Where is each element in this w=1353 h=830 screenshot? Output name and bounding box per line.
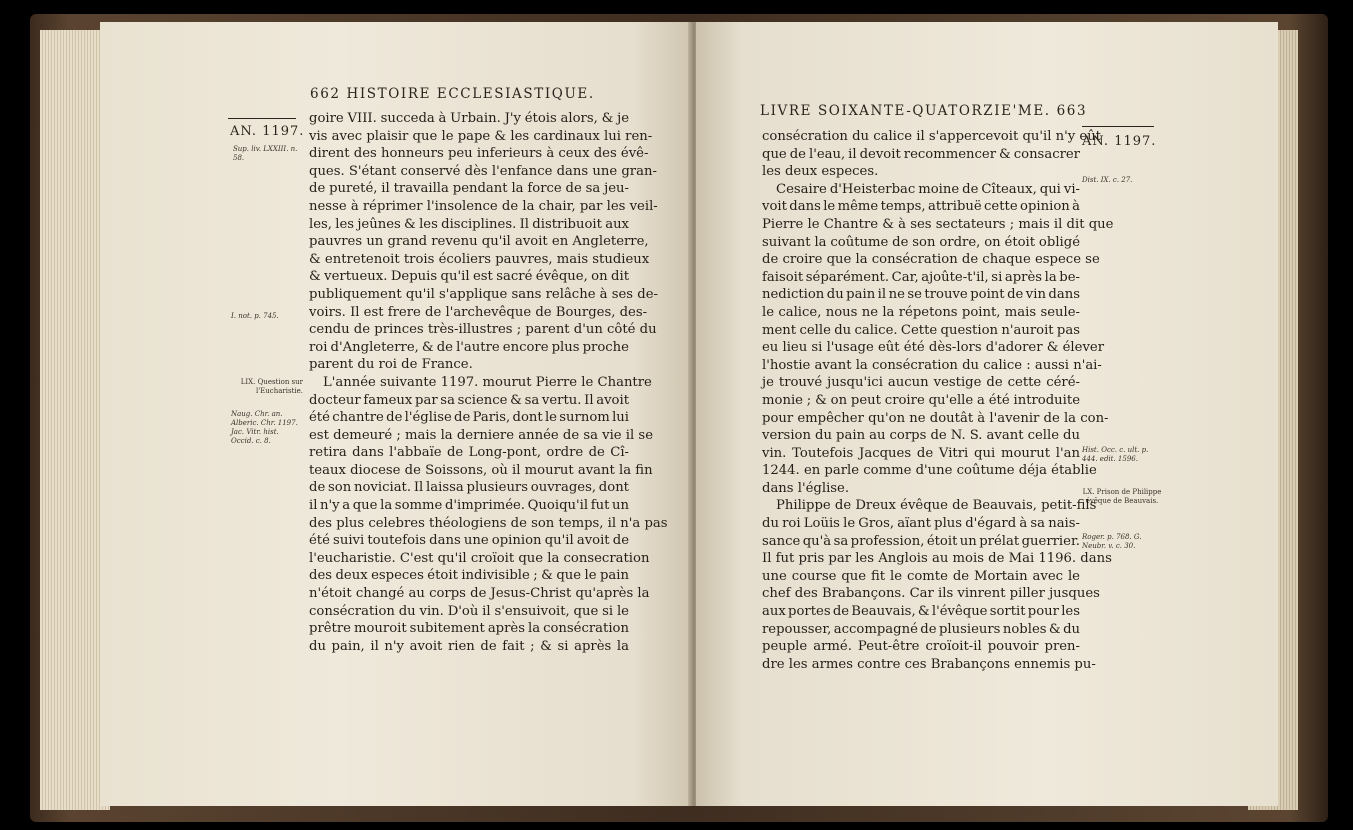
text-line: les deux especes.	[762, 164, 879, 180]
text-line: du pain, il n'y avoit rien de fait ; & si après la	[309, 638, 629, 654]
text-line: peuple armé. Peut-être croïoit-il pouvoir pren-	[762, 639, 1080, 655]
text-line: de croire que la consécration de chaque espece se	[762, 252, 1100, 268]
left-margin-note-3: LIX. Question sur l'Eucharistie.	[240, 378, 303, 395]
text-line: vin. Toutefois Jacques de Vitri qui mourut l'an	[762, 445, 1080, 461]
text-line: été suivi toutefois dans une opinion qu'il avoit de	[309, 533, 629, 549]
text-line: Pierre le Chantre & à ses sectateurs ; mais il dit que	[762, 216, 1114, 232]
left-year-note: AN. 1197.	[230, 124, 305, 139]
text-line: dirent des honneurs peu inferieurs à ceux des évê-	[309, 146, 649, 162]
text-line: & vertueux. Depuis qu'il est sacré évêque, on dit	[309, 269, 629, 285]
right-margin-note-1: Dist. IX. c. 27.	[1082, 176, 1133, 184]
text-line: roi d'Angleterre, & de l'autre encore plus proche	[309, 339, 629, 355]
right-margin-note-3: LX. Prison de Philippe évêque de Beauvais.	[1082, 488, 1162, 505]
text-line: cendu de princes très-illustres ; parent d'un côté du	[309, 322, 657, 338]
text-line: publiquement qu'il s'applique sans relâche à ses de-	[309, 286, 658, 302]
text-line: version du pain au corps de N. S. avant celle du	[762, 428, 1080, 444]
text-line: pour empêcher qu'on ne doutât à l'avenir de la con-	[762, 410, 1109, 426]
left-margin-note-2: I. not. p. 745.	[231, 312, 279, 320]
right-running-head: LIVRE SOIXANTE-QUATORZIE'ME. 663	[760, 103, 1088, 119]
text-line: ment celle du calice. Cette question n'auroit pas	[762, 322, 1080, 338]
text-line: goire VIII. succeda à Urbain. J'y étois alors, & je	[309, 111, 629, 126]
text-line: sance qu'à sa profession, étoit un prélat guerrier.	[762, 533, 1080, 549]
text-line: n'étoit changé au corps de Jesus-Christ qu'après la	[309, 586, 650, 602]
text-line: dre les armes contre ces Brabançons ennemis pu-	[762, 656, 1096, 672]
text-line: Cesaire d'Heisterbac moine de Cîteaux, qui vi-	[776, 181, 1080, 197]
text-line: docteur fameux par sa science & sa vertu. Il avoit	[309, 392, 629, 408]
text-line: & entretenoit trois écoliers pauvres, mais studieux	[309, 251, 650, 267]
text-line: que de l'eau, il devoit recommencer & consacrer	[762, 146, 1080, 162]
text-line: eu lieu si l'usage eût été dès-lors d'adorer & élever	[762, 340, 1105, 356]
text-line: Philippe de Dreux évêque de Beauvais, petit-fils	[776, 498, 1097, 514]
text-line: monie ; & on peut croire qu'elle a été introduite	[762, 392, 1080, 408]
text-line: les, les jeûnes & les disciplines. Il distribuoit aux	[309, 216, 629, 232]
text-line: parent du roi de France.	[309, 357, 473, 373]
text-line: repousser, accompagné de plusieurs nobles & du	[762, 621, 1080, 637]
text-line: nesse à réprimer l'insolence de la chair, par les veil-	[309, 198, 658, 214]
right-year-note: AN. 1197.	[1082, 134, 1157, 149]
text-line: le calice, nous ne la répetons point, mais seule-	[762, 304, 1080, 320]
text-line: été chantre de l'église de Paris, dont le surnom lui	[309, 410, 629, 426]
text-line: aux portes de Beauvais, & l'évêque sortit pour les	[762, 604, 1080, 620]
text-line: voit dans le même temps, attribuë cette opinion à	[762, 199, 1080, 215]
text-line: des plus celebres théologiens de son temps, il n'a pas	[309, 515, 668, 531]
text-line: faisoit séparément. Car, ajoûte-t'il, si après la be-	[762, 269, 1080, 285]
left-year-rule	[228, 118, 296, 119]
right-margin-note-2: Hist. Occ. c. ult. p. 444. edit. 1596.	[1082, 446, 1149, 463]
left-body-text	[309, 110, 668, 655]
text-line: 1244. en parle comme d'une coûtume déja établie	[762, 463, 1097, 479]
text-line: teaux diocese de Soissons, où il mourut avant la fin	[309, 462, 653, 478]
text-line: retira dans l'abbaïe de Long-pont, ordre de Cî-	[309, 445, 629, 461]
text-line: prêtre mouroit subitement après la consécration	[309, 621, 629, 637]
text-line: L'année suivante 1197. mourut Pierre le Chantre	[323, 374, 652, 390]
text-line: l'eucharistie. C'est qu'il croïoit que la consecration	[309, 550, 650, 566]
right-year-rule	[1082, 126, 1154, 127]
text-line: Il fut pris par les Anglois au mois de Mai 1196. dans	[762, 551, 1112, 567]
right-margin-note-4: Roger. p. 768. G. Neubr. v. c. 30.	[1082, 533, 1142, 550]
text-line: chef des Brabançons. Car ils vinrent piller jusques	[762, 586, 1100, 602]
text-line: l'hostie avant la consécration du calice : aussi n'ai-	[762, 357, 1102, 373]
text-line: voirs. Il est frere de l'archevêque de Bourges, des-	[309, 304, 648, 320]
text-line: de pureté, il travailla pendant la force de sa jeu-	[309, 181, 629, 197]
text-line: consécration du calice il s'appercevoit qu'il n'y eût	[762, 129, 1101, 144]
text-line: suivant la coûtume de son ordre, on étoit obligé	[762, 234, 1080, 250]
text-line: de son noviciat. Il laissa plusieurs ouvrages, dont	[309, 480, 629, 496]
text-line: pauvres un grand revenu qu'il avoit en Angleterre,	[309, 234, 649, 250]
left-running-head: 662 HISTOIRE ECCLESIASTIQUE.	[310, 86, 595, 102]
text-line: est demeuré ; mais la derniere année de sa vie il se	[309, 427, 654, 443]
left-margin-note-1: Sup. liv. LXXIII. n. 58.	[233, 145, 298, 162]
text-line: nediction du pain il ne se trouve point de vin dans	[762, 287, 1080, 303]
text-line: une course que fit le comte de Mortain avec le	[762, 568, 1080, 584]
text-line: consécration du vin. D'où il s'ensuivoit, que si le	[309, 603, 629, 619]
text-line: ques. S'étant conservé dès l'enfance dans une gran-	[309, 163, 657, 179]
text-line: vis avec plaisir que le pape & les cardinaux lui ren-	[309, 128, 653, 144]
text-line: dans l'église.	[762, 480, 850, 496]
text-line: il n'y a que la somme d'imprimée. Quoiqu'il fut un	[309, 498, 629, 514]
left-margin-note-4: Naug. Chr. an. Alberic. Chr. 1197. Jac. Vitr. hist. Occid. c. 8.	[231, 410, 298, 445]
text-line: des deux especes étoit indivisible ; & que le pain	[309, 568, 629, 584]
text-line: je trouvé jusqu'ici aucun vestige de cette céré-	[762, 375, 1080, 391]
text-line: du roi Loüis le Gros, aïant plus d'égard à sa nais-	[762, 516, 1080, 532]
